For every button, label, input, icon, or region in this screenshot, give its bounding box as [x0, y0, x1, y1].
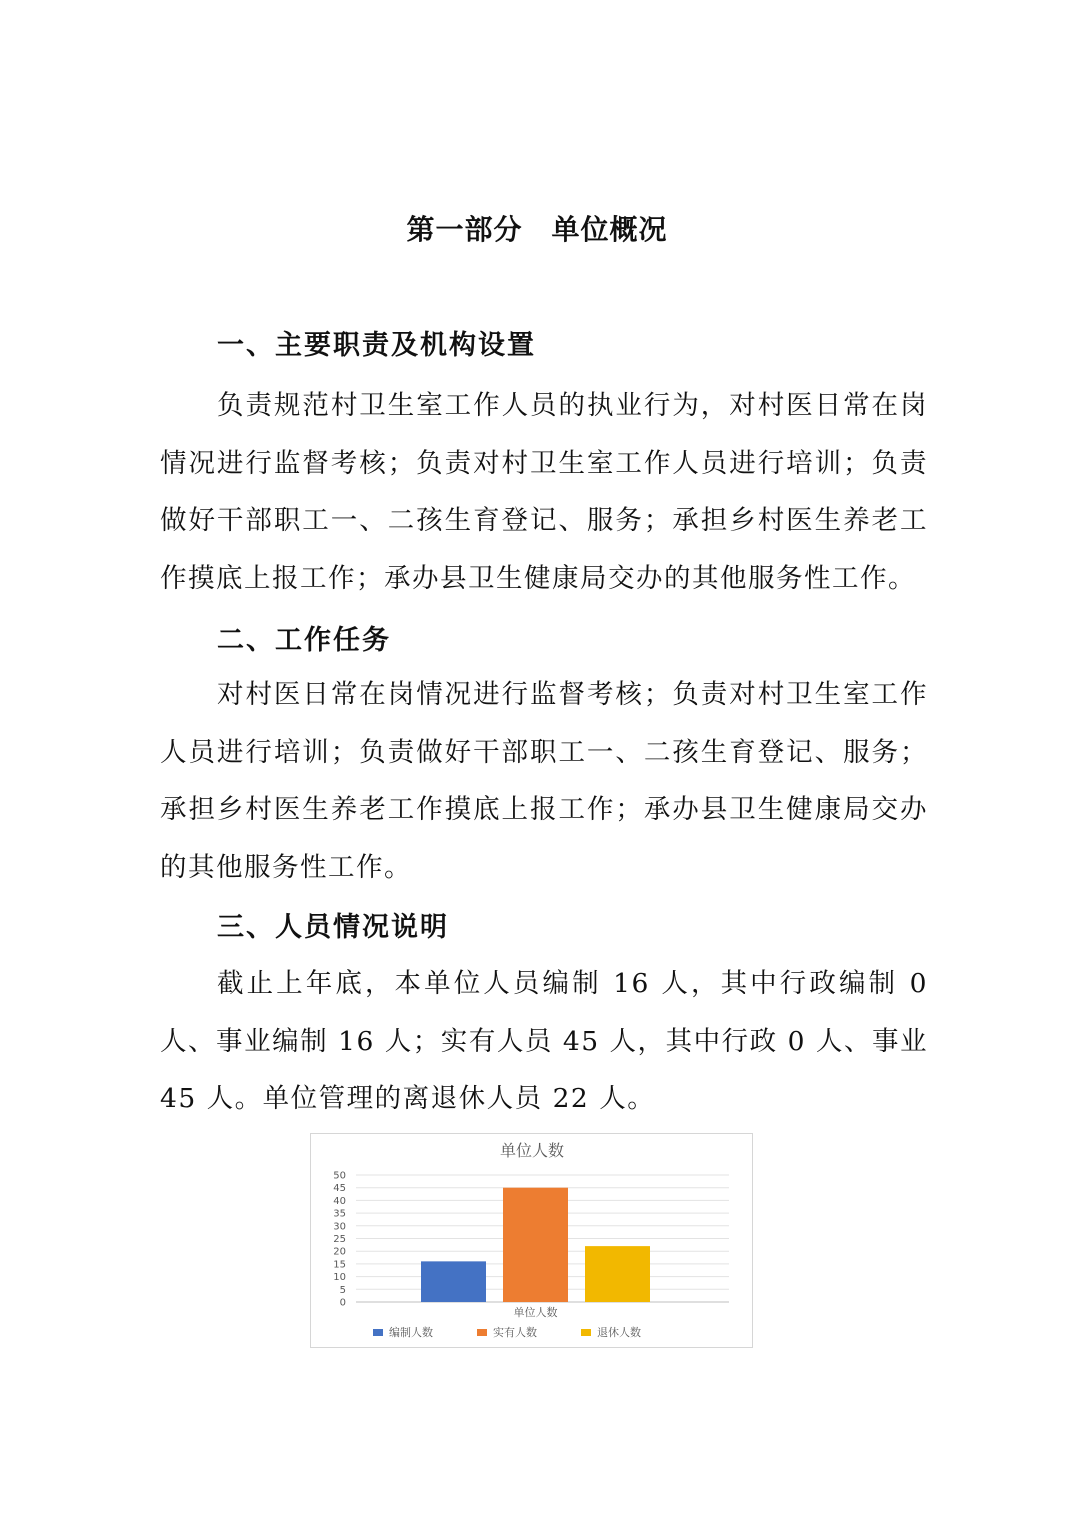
y-tick-label: 50 — [333, 1170, 346, 1182]
y-tick-label: 35 — [333, 1208, 346, 1220]
y-tick-label: 20 — [333, 1246, 346, 1258]
bar-3 — [585, 1246, 650, 1302]
y-tick-label: 15 — [333, 1259, 346, 1271]
y-tick-label: 30 — [333, 1221, 346, 1233]
legend-label: 退休人数 — [597, 1326, 641, 1339]
y-tick-label: 25 — [333, 1234, 346, 1245]
y-tick-label: 0 — [339, 1297, 346, 1309]
section-heading-tasks: 二、工作任务 — [217, 625, 391, 656]
legend-swatch — [477, 1329, 487, 1336]
legend-label: 编制人数 — [389, 1326, 433, 1339]
section-body-duties: 负责规范村卫生室工作人员的执业行为，对村医日常在岗情况进行监督考核；负责对村卫生室工作人员进行培训；负责做好干部职工一、二孩生育登记、服务；承担乡村医生养老工作摸底上报工作；承办县卫生健康局交办的其他服务性工作。 — [160, 390, 928, 594]
page-title: 第一部分 单位概况 — [406, 213, 668, 246]
y-tick-label: 5 — [339, 1284, 346, 1296]
bar-2 — [503, 1188, 568, 1302]
chart-canvas — [311, 1134, 754, 1349]
chart-title: 单位人数 — [499, 1141, 565, 1160]
y-tick-label: 10 — [333, 1272, 346, 1284]
legend-swatch — [373, 1329, 383, 1336]
x-category-label: 单位人数 — [513, 1306, 558, 1319]
bar-1 — [421, 1261, 486, 1302]
section-body-staff: 截止上年底，本单位人员编制 16 人，其中行政编制 0 人、事业编制 16 人；实有人员 45 人，其中行政 0 人、事业 45 人。单位管理的离退休人员 22 人。 — [160, 968, 928, 1114]
y-tick-label: 40 — [333, 1195, 346, 1207]
section-body-tasks: 对村医日常在岗情况进行监督考核；负责对村卫生室工作人员进行培训；负责做好干部职工一、二孩生育登记、服务；承担乡村医生养老工作摸底上报工作；承办县卫生健康局交办的其他服务性工作。 — [160, 679, 928, 883]
staff-bar-chart — [310, 1133, 753, 1348]
legend-label: 实有人数 — [493, 1326, 537, 1339]
y-tick-label: 45 — [333, 1183, 346, 1195]
section-heading-duties: 一、主要职责及机构设置 — [217, 330, 536, 361]
section-heading-staff: 三、人员情况说明 — [217, 912, 449, 943]
legend-swatch — [581, 1329, 591, 1336]
